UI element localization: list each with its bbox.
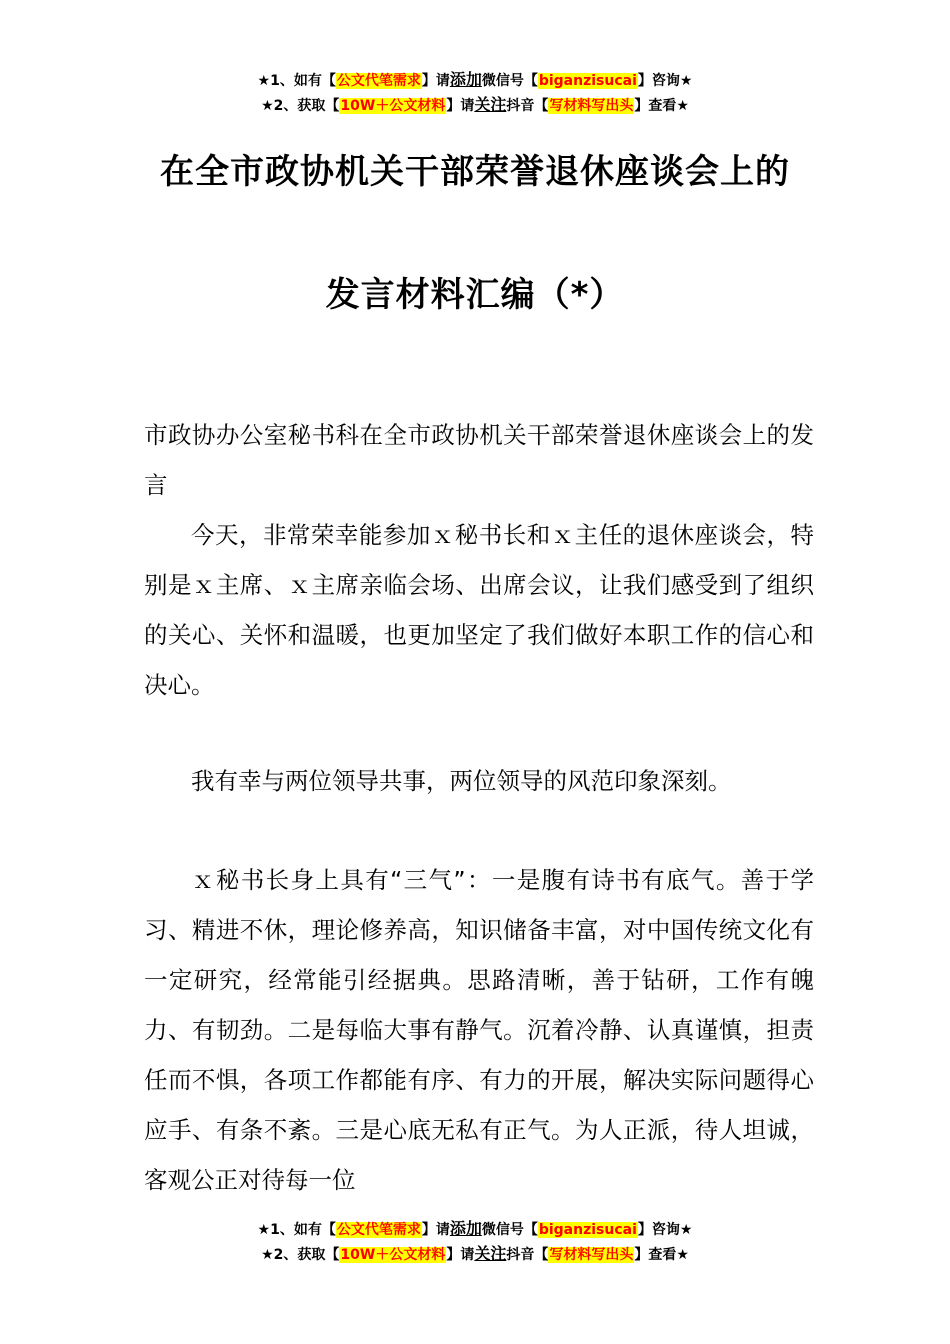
document-title-line-2: 发言材料汇编（*） [325, 275, 625, 315]
paragraph-text: ｘ秘书长身上具有“三气”：一是腹有诗书有底气。善于学习、精进不休，理论修养高，知识储备丰富，对中国传统文化有一定研究，经常能引经据典。思路清晰，善于钻研，工作有魄力、有韧劲。二是每临大事有静气。沉着冷静、认真谨慎，担责任而不惧，各项工作都能有序、有力的开展，解决实际问题得心应手、有条不紊。三是心底无私有正气。为人正派，待人坦诚，客观公正对待每一位 [144, 866, 814, 1194]
notice-text: 抖音【 [506, 1247, 549, 1263]
speech-byline [144, 410, 814, 510]
body-paragraph [144, 756, 814, 806]
notice-highlight: 10W＋公文材料 [340, 1247, 446, 1263]
notice-line-2 [0, 93, 950, 118]
notice-line-2 [0, 1242, 950, 1267]
notice-text: ★1、如有【 [257, 73, 336, 89]
notice-text: 】请 [421, 73, 450, 89]
notice-text: 】咨询★ [637, 1222, 693, 1238]
notice-text: 】查看★ [634, 98, 689, 114]
notice-highlight: 10W＋公文材料 [340, 98, 446, 114]
notice-underlined: 关注 [474, 1244, 507, 1263]
footer-notice [0, 1217, 950, 1267]
notice-text: 微信号【 [481, 1222, 538, 1238]
notice-text: ★2、获取【 [261, 98, 340, 114]
notice-text: 】请 [446, 1247, 475, 1263]
notice-highlight-douyin: 写材料写出头 [549, 1247, 634, 1263]
header-notice [0, 68, 950, 118]
paragraph-text: 今天，非常荣幸能参加ｘ秘书长和ｘ主任的退休座谈会，特别是ｘ主席、ｘ主席亲临会场、出席会议，让我们感受到了组织的关心、关怀和温暖，也更加坚定了我们做好本职工作的信心和决心。 [144, 521, 814, 699]
paragraph-text: 我有幸与两位领导共事，两位领导的风范印象深刻。 [191, 767, 732, 795]
body-paragraph [144, 510, 814, 710]
notice-text: ★2、获取【 [261, 1247, 340, 1263]
notice-underlined: 添加 [449, 70, 482, 89]
notice-text: 微信号【 [481, 73, 538, 89]
notice-text: 】咨询★ [637, 73, 693, 89]
notice-highlight-wechat: biganzisucai [538, 73, 637, 89]
notice-text: 】查看★ [634, 1247, 689, 1263]
notice-highlight-wechat: biganzisucai [538, 1222, 637, 1238]
document-title-line-1: 在全市政协机关干部荣誉退休座谈会上的 [160, 152, 790, 192]
notice-line-1 [0, 68, 950, 93]
notice-highlight: 公文代笔需求 [336, 73, 421, 89]
notice-text: ★1、如有【 [257, 1222, 336, 1238]
notice-highlight: 公文代笔需求 [336, 1222, 421, 1238]
notice-highlight-douyin: 写材料写出头 [549, 98, 634, 114]
body-paragraph [144, 855, 814, 1205]
byline-text: 市政协办公室秘书科在全市政协机关干部荣誉退休座谈会上的发言 [144, 421, 814, 499]
notice-text: 抖音【 [506, 98, 549, 114]
notice-text: 】请 [421, 1222, 450, 1238]
notice-underlined: 添加 [449, 1219, 482, 1238]
notice-line-1 [0, 1217, 950, 1242]
notice-text: 】请 [446, 98, 475, 114]
notice-underlined: 关注 [474, 95, 507, 114]
